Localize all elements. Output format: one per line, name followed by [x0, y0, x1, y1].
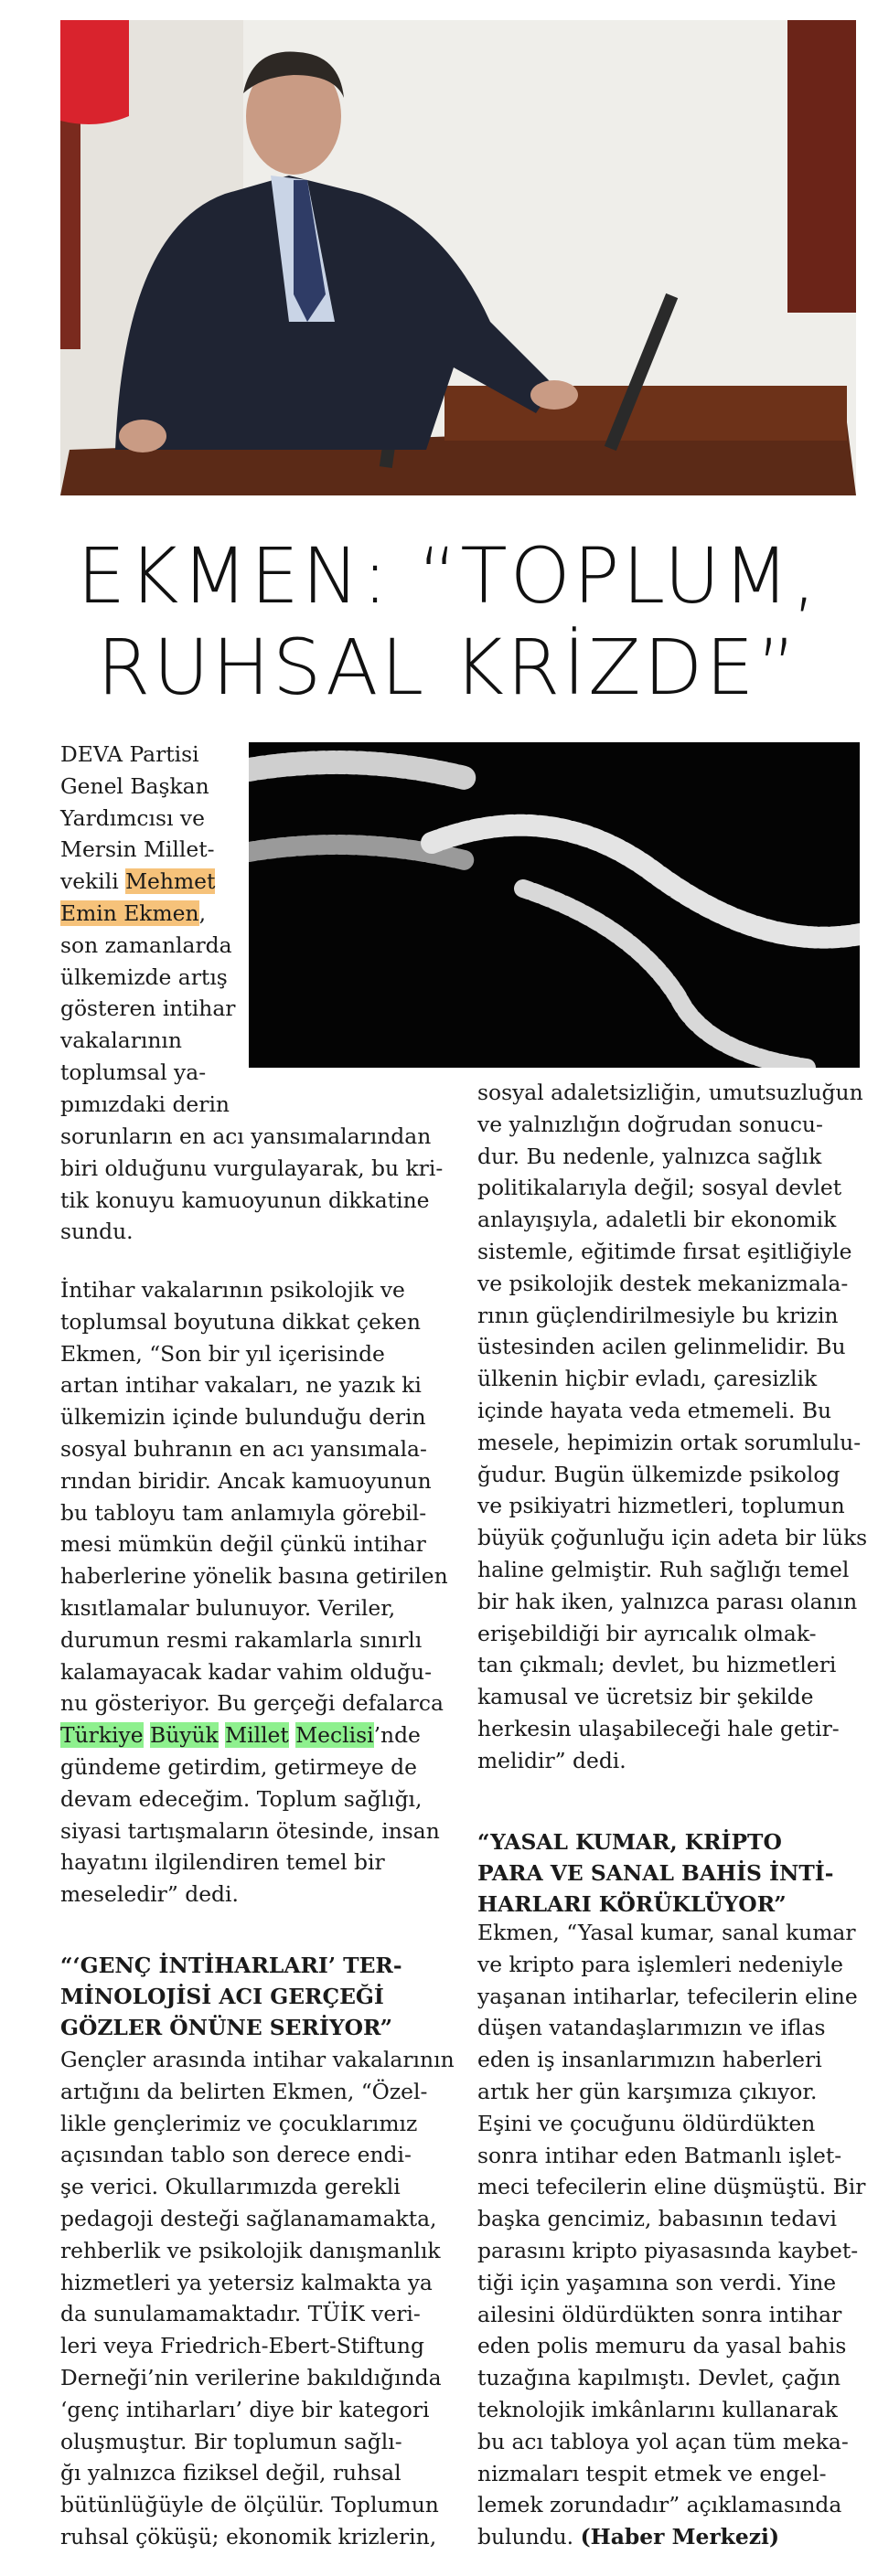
body-line: erişebildiği bir ayrıcalık olmak- — [477, 1620, 817, 1646]
body-line: ğı yalnızca fiziksel değil, ruhsal — [60, 2460, 402, 2486]
highlight-buyuk: Büyük — [150, 1722, 219, 1749]
body-line: eden iş insanlarımızın haberleri — [477, 2047, 822, 2073]
body-line: ve psikolojik destek mekanizmala- — [477, 1270, 849, 1296]
body-line: ve kripto para işlemleri nedeniyle — [477, 1951, 843, 1977]
subheading-2 — [477, 1826, 862, 1920]
headline-line-1: EKMEN: “TOPLUM, — [77, 531, 819, 621]
body-line: bütünlüğüyle de ölçülür. Toplumun — [60, 2492, 439, 2518]
tbmm-line — [60, 1719, 463, 1751]
body-line: eden polis memuru da yasal bahis — [477, 2333, 847, 2359]
body-line: parasını kripto piyasasında kaybet- — [477, 2237, 859, 2263]
intro-line: Mersin Millet- — [60, 836, 215, 863]
speaker-illustration — [60, 20, 856, 495]
subheading-line: MİNOLOJİSİ ACI GERÇEĞİ — [60, 1984, 384, 2009]
body-line: dur. Bu nedenle, yalnızca sağlık — [477, 1143, 822, 1169]
body-line: sistemle, eğitimde fırsat eşitliğiyle — [477, 1238, 852, 1264]
body-line: büyük çoğunluğu için adeta bir lüks — [477, 1525, 868, 1551]
body-line: yaşanan intiharlar, tefecilerin eline — [477, 1983, 858, 2009]
intro-line-name — [60, 898, 243, 930]
body-line: Ekmen, “Son bir yıl içerisinde — [60, 1340, 385, 1367]
intro-line: son zamanlarda — [60, 931, 232, 958]
body-line: Derneği’nin verilerine bakıldığında — [60, 2364, 442, 2390]
highlighted-name-first: Mehmet — [125, 868, 216, 895]
body-line: bu tabloyu tam anlamıyla görebil- — [60, 1499, 427, 1526]
intro-line: ülkemizde artış — [60, 963, 228, 990]
body-line: İntihar vakalarının psikolojik ve — [60, 1277, 405, 1303]
body-line: tiği için yaşamına son verdi. Yine — [477, 2269, 837, 2295]
body-line: rehberlik ve psikolojik danışmanlık — [60, 2237, 441, 2263]
body-line: ülkemizin içinde bulunduğu derin — [60, 1404, 426, 1431]
body-line: kamusal ve ücretsiz bir şekilde — [477, 1684, 814, 1710]
intro-line: vakalarının — [60, 1027, 182, 1054]
body-line: rından biridir. Ancak kamuoyunun — [60, 1467, 432, 1494]
intro-line: pımızdaki derin — [60, 1091, 230, 1117]
subheading-line: “‘GENÇ İNTİHARLARI’ TER- — [60, 1953, 402, 1978]
politician-photo — [60, 20, 856, 495]
body-line: likle gençlerimiz ve çocuklarımız — [60, 2110, 418, 2136]
subheading-line: PARA VE SANAL BAHİS İNTİ- — [477, 1860, 834, 1886]
subheading-line: “YASAL KUMAR, KRİPTO — [477, 1829, 782, 1855]
body-line: mesele, hepimizin ortak sorumlulu- — [477, 1429, 862, 1455]
body-line: haline gelmiştir. Ruh sağlığı temel — [477, 1556, 850, 1582]
intro-line-name — [60, 866, 243, 898]
body-line: açısından tablo son derece endi- — [60, 2142, 412, 2168]
body-line: kalamayacak kadar vahim olduğu- — [60, 1658, 433, 1685]
intro-line: toplumsal ya- — [60, 1059, 207, 1085]
column-2-paragraph-2 — [477, 1917, 866, 2553]
body-line: oluşmuştur. Bir toplumun sağlı- — [60, 2428, 402, 2454]
body-line: bu acı tabloya yol açan tüm meka- — [477, 2428, 849, 2454]
body-line: teknolojik imkânlarını kullanarak — [477, 2396, 838, 2422]
body-line: ülkenin hiçbir evladı, çaresizlik — [477, 1366, 818, 1392]
body-line: herkesin ulaşabileceği hale getir- — [477, 1715, 840, 1741]
body-line: nu gösteriyor. Bu gerçeği defalarca — [60, 1690, 444, 1717]
closing-text: bulundu. — [477, 2524, 581, 2550]
body-line: ruhsal çöküşü; ekonomik krizlerin, — [60, 2523, 437, 2549]
intro-narrow-block — [60, 739, 243, 1121]
body-line: anlayışıyla, adaletli bir ekonomik — [477, 1207, 837, 1233]
body-line: kısıtlamalar bulunuyor. Veriler, — [60, 1594, 396, 1621]
body-line: haberlerine yönelik basına getirilen — [60, 1563, 448, 1590]
body-line: üstesinden acilen gelinmelidir. Bu — [477, 1334, 846, 1360]
body-line: ailesini öldürdükten sonra intihar — [477, 2301, 842, 2327]
body-line: politikalarıyla değil; sosyal devlet — [477, 1175, 842, 1201]
intro-line: Yardımcısı ve — [60, 804, 205, 831]
body-line: tuzağına kapılmıştı. Devlet, çağın — [477, 2365, 841, 2391]
headline-line-2: RUHSAL KRİZDE” — [97, 623, 799, 712]
body-line: artık her gün karşımıza çıkıyor. — [477, 2078, 818, 2104]
body-line: gündeme getirdim, getirmeye de — [60, 1753, 417, 1780]
body-line: hayatını ilgilendiren temel bir — [60, 1849, 385, 1876]
body-line: Eşini ve çocuğunu öldürdükten — [477, 2110, 816, 2136]
body-line: toplumsal boyutuna dikkat çeken — [60, 1308, 421, 1335]
paragraph-2 — [60, 1274, 463, 1911]
body-line: artan intihar vakaları, ne yazık ki — [60, 1372, 422, 1399]
closing-line — [477, 2521, 862, 2553]
body-line: hizmetleri ya yetersiz kalmakta ya — [60, 2269, 433, 2295]
subheading-line: GÖZLER ÖNÜNE SERİYOR” — [60, 2015, 393, 2040]
body-line: sosyal adaletsizliğin, umutsuzluğun — [477, 1080, 863, 1105]
intro-line: Genel Başkan — [60, 772, 209, 799]
headline — [37, 530, 860, 713]
body-line: meseledir” dedi. — [60, 1881, 239, 1908]
body-line: tan çıkmalı; devlet, bu hizmetleri — [477, 1652, 837, 1678]
tbmm-suffix: ’nde — [373, 1722, 421, 1749]
body-line: nizmaları tespit etmek ve engel- — [477, 2460, 827, 2486]
body-line: pedagoji desteği sağlanamamakta, — [60, 2205, 437, 2231]
body-line: Gençler arasında intihar vakalarının — [60, 2047, 455, 2072]
highlighted-name-last: Emin Ekmen — [60, 899, 199, 926]
subheading-1 — [60, 1950, 463, 2043]
subheading-line: HARLARI KÖRÜKLÜYOR” — [477, 1891, 787, 1917]
column-2-paragraph-1 — [477, 1077, 868, 1777]
body-line: da sunulamamaktadır. TÜİK veri- — [60, 2301, 421, 2327]
body-line: ve yalnızlığın doğrudan sonucu- — [477, 1111, 823, 1137]
body-line: içinde hayata veda etmemeli. Bu — [477, 1397, 832, 1423]
body-line: meci tefecilerin eline düşmüştü. Bir — [477, 2174, 866, 2200]
body-line: Ekmen, “Yasal kumar, sanal kumar — [477, 1920, 856, 1945]
intro-line: sundu. — [60, 1219, 134, 1245]
body-line: başka gencimiz, babasının tedavi — [477, 2206, 838, 2232]
source-credit: (Haber Merkezi) — [580, 2524, 780, 2550]
body-line: lemek zorundadır” açıklamasında — [477, 2492, 842, 2518]
intro-line: biri olduğunu vurgulayarak, bu kri- — [60, 1155, 444, 1181]
body-line: şe verici. Okullarımızda gerekli — [60, 2174, 401, 2200]
body-line: artığını da belirten Ekmen, “Özel- — [60, 2078, 428, 2104]
intro-line: DEVA Partisi — [60, 741, 199, 767]
body-line: devam edeceğim. Toplum sağlığı, — [60, 1785, 423, 1812]
body-line: mesi mümkün değil çünkü intihar — [60, 1531, 426, 1558]
highlight-millet: Millet — [225, 1722, 289, 1749]
body-line: ğudur. Bugün ülkemizde psikolog — [477, 1461, 841, 1487]
body-line: rının güçlendirilmesiyle bu krizin — [477, 1302, 839, 1328]
body-line: durumun resmi rakamlarla sınırlı — [60, 1626, 423, 1653]
intro-line: sorunların en acı yansımalarından — [60, 1123, 432, 1149]
body-line: leri veya Friedrich-Ebert-Stiftung — [60, 2333, 424, 2359]
body-line: sosyal buhranın en acı yansımala- — [60, 1435, 427, 1462]
body-line: düşen vatandaşlarımızın ve iflas — [477, 2015, 826, 2041]
rope-photo — [249, 742, 860, 1068]
intro-line: gösteren intihar — [60, 995, 236, 1022]
body-line: bir hak iken, yalnızca parası olanın — [477, 1588, 858, 1614]
body-line: sonra intihar eden Batmanlı işlet- — [477, 2142, 842, 2168]
body-line: ve psikiyatri hizmetleri, toplumun — [477, 1493, 845, 1519]
rope-illustration — [249, 742, 860, 1068]
body-line: ‘genç intiharları’ diye bir kategori — [60, 2396, 430, 2422]
intro-wide-block — [60, 1121, 463, 1248]
highlight-turkiye: Türkiye — [60, 1722, 144, 1749]
intro-comma: , — [198, 899, 207, 926]
paragraph-3 — [60, 2044, 463, 2553]
highlight-meclisi: Meclisi — [295, 1722, 374, 1749]
intro-line: tik konuyu kamuoyunun dikkatine — [60, 1187, 430, 1213]
body-line: melidir” dedi. — [477, 1747, 626, 1773]
body-line: siyasi tartışmaların ötesinde, insan — [60, 1817, 440, 1844]
intro-prefix: vekili — [60, 868, 126, 895]
